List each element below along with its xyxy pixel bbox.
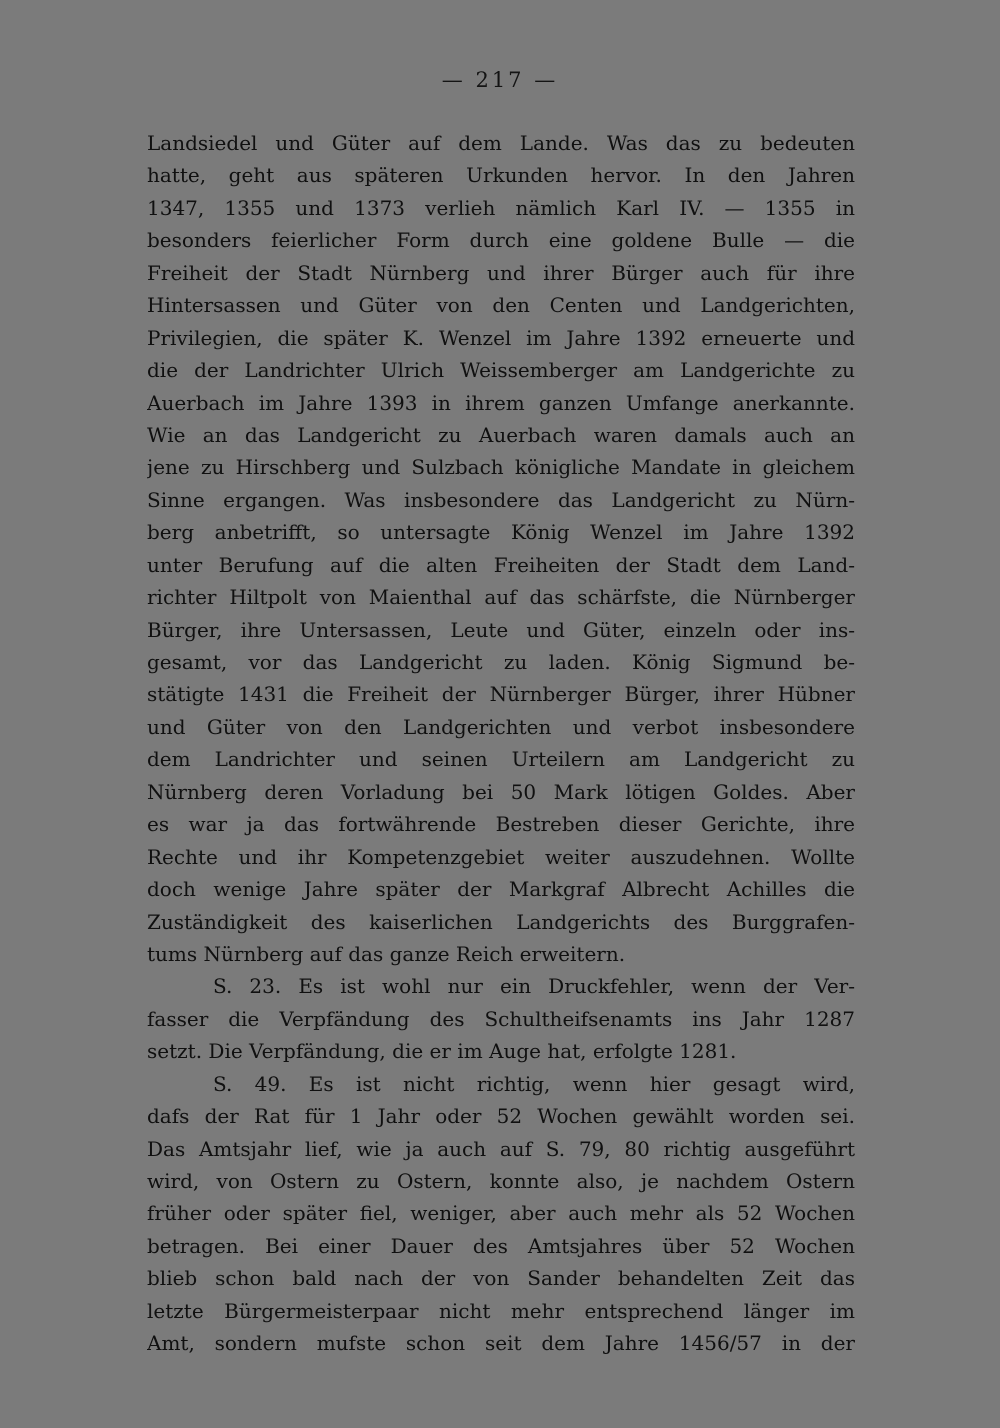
text-line: Zuständigkeit des kaiserlichen Landgerichts des Burggrafen- (147, 909, 855, 934)
text-line: stätigte 1431 die Freiheit der Nürnberger Bürger, ihrer Hübner (147, 682, 855, 707)
text-line: Rechte und ihr Kompetenzgebiet weiter auszudehnen. Wollte (147, 844, 855, 869)
text-line: betragen. Bei einer Dauer des Amtsjahres über 52 Wochen (147, 1233, 855, 1258)
text-line: Wie an das Landgericht zu Auerbach waren damals auch an (147, 422, 855, 447)
text-line: Nürnberg deren Vorladung bei 50 Mark lötigen Goldes. Aber (147, 779, 855, 804)
text-line: hatte, geht aus späteren Urkunden hervor. In den Jahren (147, 163, 855, 188)
text-line: Auerbach im Jahre 1393 in ihrem ganzen Umfange anerkannte. (147, 390, 855, 415)
text-line: doch wenige Jahre später der Markgraf Albrecht Achilles die (147, 877, 855, 902)
text-line: Hintersassen und Güter von den Centen und Landgerichten, (147, 293, 855, 318)
text-line: Landsiedel und Güter auf dem Lande. Was das zu bedeuten (147, 131, 855, 155)
text-line: wird, von Ostern zu Ostern, konnte also, je nachdem Ostern (147, 1169, 855, 1193)
text-line: Bürger, ihre Untersassen, Leute und Güter, einzeln oder ins- (147, 617, 855, 642)
text-line: setzt. Die Verpfändung, die er im Auge hat, erfolgte 1281. (147, 1039, 737, 1064)
text-line: tums Nürnberg auf das ganze Reich erweitern. (147, 941, 626, 966)
text-line: Sinne ergangen. Was insbesondere das Landgericht zu Nürn- (147, 487, 855, 512)
page-number: — 217 — (441, 68, 559, 92)
text-line: die der Landrichter Ulrich Weissemberger am Landgerichte zu (147, 358, 855, 383)
text-line: richter Hiltpolt von Maienthal auf das schärfste, die Nürnberger (147, 585, 855, 610)
text-line: berg anbetrifft, so untersagte König Wenzel im Jahre 1392 (147, 520, 855, 545)
text-line: dafs der Rat für 1 Jahr oder 52 Wochen gewählt worden sei. (147, 1104, 855, 1129)
body-text (147, 127, 855, 1360)
text-line: Privilegien, die später K. Wenzel im Jahre 1392 erneuerte und (147, 325, 855, 350)
text-line: blieb schon bald nach der von Sander behandelten Zeit das (147, 1266, 855, 1291)
text-line: besonders feierlicher Form durch eine goldene Bulle — die (147, 228, 855, 253)
text-line: jene zu Hirschberg und Sulzbach königliche Mandate in gleichem (147, 455, 855, 480)
text-line: Das Amtsjahr lief, wie ja auch auf S. 79, 80 richtig ausgeführt (147, 1136, 855, 1161)
text-line: unter Berufung auf die alten Freiheiten der Stadt dem Land- (147, 552, 855, 577)
text-line: dem Landrichter und seinen Urteilern am Landgericht zu (147, 747, 855, 772)
text-line: S. 23. Es ist wohl nur ein Druckfehler, wenn der Ver- (213, 974, 855, 999)
text-line: gesamt, vor das Landgericht zu laden. König Sigmund be- (147, 650, 855, 674)
text-line: Freiheit der Stadt Nürnberg und ihrer Bürger auch für ihre (147, 260, 855, 285)
text-line: S. 49. Es ist nicht richtig, wenn hier gesagt wird, (213, 1071, 855, 1096)
text-line: fasser die Verpfändung des Schultheifsenamts ins Jahr 1287 (147, 1006, 855, 1031)
text-line: Amt, sondern mufste schon seit dem Jahre 1456/57 in der (147, 1331, 855, 1356)
text-line: und Güter von den Landgerichten und verbot insbesondere (147, 714, 855, 739)
text-line: letzte Bürgermeisterpaar nicht mehr entsprechend länger im (147, 1298, 855, 1323)
text-line: es war ja das fortwährende Bestreben dieser Gerichte, ihre (147, 812, 855, 837)
text-line: früher oder später fiel, weniger, aber auch mehr als 52 Wochen (147, 1201, 855, 1226)
text-line: 1347, 1355 und 1373 verlieh nämlich Karl IV. — 1355 in (147, 195, 855, 220)
